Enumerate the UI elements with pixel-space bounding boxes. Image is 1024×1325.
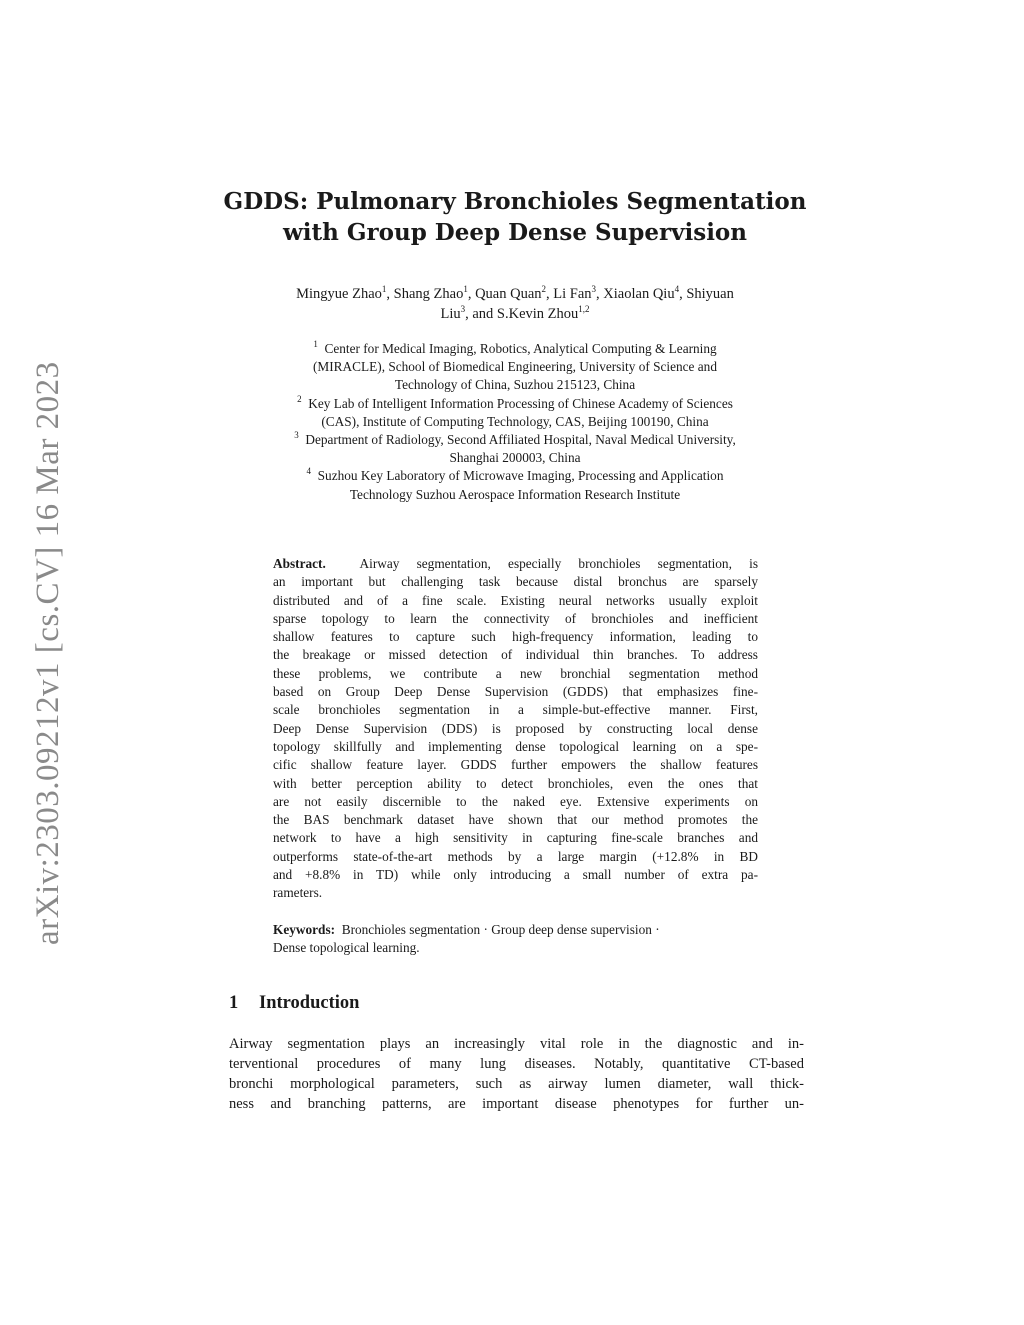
author-affil-mark: 1 — [463, 284, 468, 294]
affiliation-1-line-3: Technology of China, Suzhou 215123, China — [394, 377, 636, 393]
author-affil-mark: 4 — [674, 284, 680, 294]
affiliation-list — [215, 340, 815, 504]
abstract-line: the breakage or missed detection of individual thin branches. To address — [273, 647, 758, 663]
affiliation-4-line-1 — [215, 467, 815, 485]
abstract-line: topology skillfully and implementing dense topological learning on a spe- — [273, 738, 758, 754]
author-name: , Xiaolan Qiu — [596, 286, 675, 302]
author-name: Liu — [440, 306, 461, 322]
abstract — [273, 555, 758, 903]
title-line-1: GDDS: Pulmonary Bronchioles Segmentation — [223, 188, 807, 215]
affiliation-3-line-1 — [215, 431, 815, 449]
author-affil-mark: 1,2 — [578, 304, 590, 314]
author-name: , Quan Quan — [467, 286, 542, 302]
body-line: Airway segmentation plays an increasingly vital role in the diagnostic and in- — [229, 1036, 804, 1052]
abstract-line: the BAS benchmark dataset have shown that our method promotes the — [273, 812, 758, 828]
affiliation-text: Center for Medical Imaging, Robotics, Analytical Computing & Learning — [324, 341, 717, 356]
abstract-line: and +8.8% in TD) while only introducing a small number of extra pa- — [273, 867, 758, 883]
keywords-label: Keywords: — [273, 922, 336, 937]
affiliation-1-line-1 — [215, 340, 815, 358]
abstract-line: with better perception ability to detect bronchioles, even the ones that — [273, 775, 758, 791]
keywords-line — [273, 921, 758, 939]
keywords — [273, 921, 758, 958]
abstract-line: based on Group Deep Dense Supervision (GDDS) that emphasizes fine- — [273, 684, 758, 700]
affiliation-mark: 2 — [297, 393, 302, 404]
arxiv-identifier-stamp: arXiv:2303.09212v1 [cs.CV] 16 Mar 2023 — [30, 361, 66, 945]
body-line: terventional procedures of many lung diseases. Notably, quantitative CT-based — [229, 1056, 804, 1072]
keywords-line: Dense topological learning. — [273, 940, 420, 956]
body-line: bronchi morphological parameters, such as airway lumen diameter, wall thick- — [229, 1076, 804, 1092]
abstract-line: rameters. — [273, 885, 323, 901]
author-affil-mark: 3 — [591, 284, 597, 294]
abstract-line: cific shallow feature layer. GDDS further empowers the shallow features — [273, 757, 758, 773]
author-affil-mark: 3 — [460, 304, 466, 314]
affiliation-2-line-2: (CAS), Institute of Computing Technology, CAS, Beijing 100190, China — [321, 413, 709, 429]
author-list — [215, 284, 815, 324]
authors-line-2 — [215, 304, 815, 324]
abstract-line: sparse topology to learn the connectivity of bronchioles and inefficient — [273, 610, 758, 626]
author-affil-mark: 2 — [541, 284, 547, 294]
affiliation-2-line-1 — [215, 395, 815, 413]
abstract-line: scale bronchioles segmentation in a simple-but-effective manner. First, — [273, 702, 758, 718]
affiliation-mark: 3 — [294, 430, 299, 441]
author-affil-mark: 1 — [381, 284, 387, 294]
abstract-label: Abstract. — [273, 556, 326, 571]
author-name: , Li Fan — [546, 286, 592, 302]
section-heading-introduction — [229, 990, 359, 1016]
affiliation-mark: 4 — [306, 466, 311, 477]
affiliation-mark: 1 — [313, 339, 318, 349]
title-line-2: with Group Deep Dense Supervision — [282, 219, 747, 246]
introduction-body — [229, 1034, 804, 1114]
section-title: Introduction — [259, 993, 360, 1013]
affiliation-text: Department of Radiology, Second Affiliated Hospital, Naval Medical University, — [305, 432, 736, 448]
author-name: Mingyue Zhao — [296, 286, 382, 302]
author-name: , and S.Kevin Zhou — [465, 306, 579, 322]
affiliation-4-line-2: Technology Suzhou Aerospace Information Research Institute — [349, 486, 681, 502]
affiliation-text: Key Lab of Intelligent Information Processing of Chinese Academy of Sciences — [308, 395, 733, 411]
abstract-line — [273, 555, 758, 573]
abstract-line: outperforms state-of-the-art methods by a large margin (+12.8% in BD — [273, 848, 758, 864]
body-line: ness and branching patterns, are important disease phenotypes for further un- — [229, 1096, 804, 1112]
abstract-line: are not easily discernible to the naked eye. Extensive experiments on — [273, 793, 758, 809]
authors-line-1 — [215, 284, 815, 304]
abstract-text: Airway segmentation, especially bronchioles segmentation, is — [359, 556, 758, 571]
author-name: , Shang Zhao — [386, 286, 464, 302]
abstract-line: shallow features to capture such high-frequency information, leading to — [273, 629, 758, 645]
abstract-line: an important but challenging task because distal bronchus are sparsely — [273, 574, 758, 590]
paper-title — [200, 186, 830, 248]
affiliation-text: Suzhou Key Laboratory of Microwave Imaging, Processing and Application — [317, 468, 724, 484]
abstract-line: distributed and of a fine scale. Existing neural networks usually exploit — [273, 592, 758, 608]
abstract-line: network to have a high sensitivity in capturing fine-scale branches and — [273, 830, 758, 846]
keywords-text: Bronchioles segmentation · Group deep dense supervision · — [341, 922, 660, 937]
abstract-line: these problems, we contribute a new bronchial segmentation method — [273, 665, 758, 681]
affiliation-3-line-2: Shanghai 200003, China — [449, 450, 581, 466]
section-number: 1 — [229, 993, 239, 1013]
abstract-line: Deep Dense Supervision (DDS) is proposed by constructing local dense — [273, 720, 758, 736]
author-name: , Shiyuan — [679, 286, 734, 302]
affiliation-1-line-2: (MIRACLE), School of Biomedical Engineering, University of Science and — [313, 359, 717, 375]
